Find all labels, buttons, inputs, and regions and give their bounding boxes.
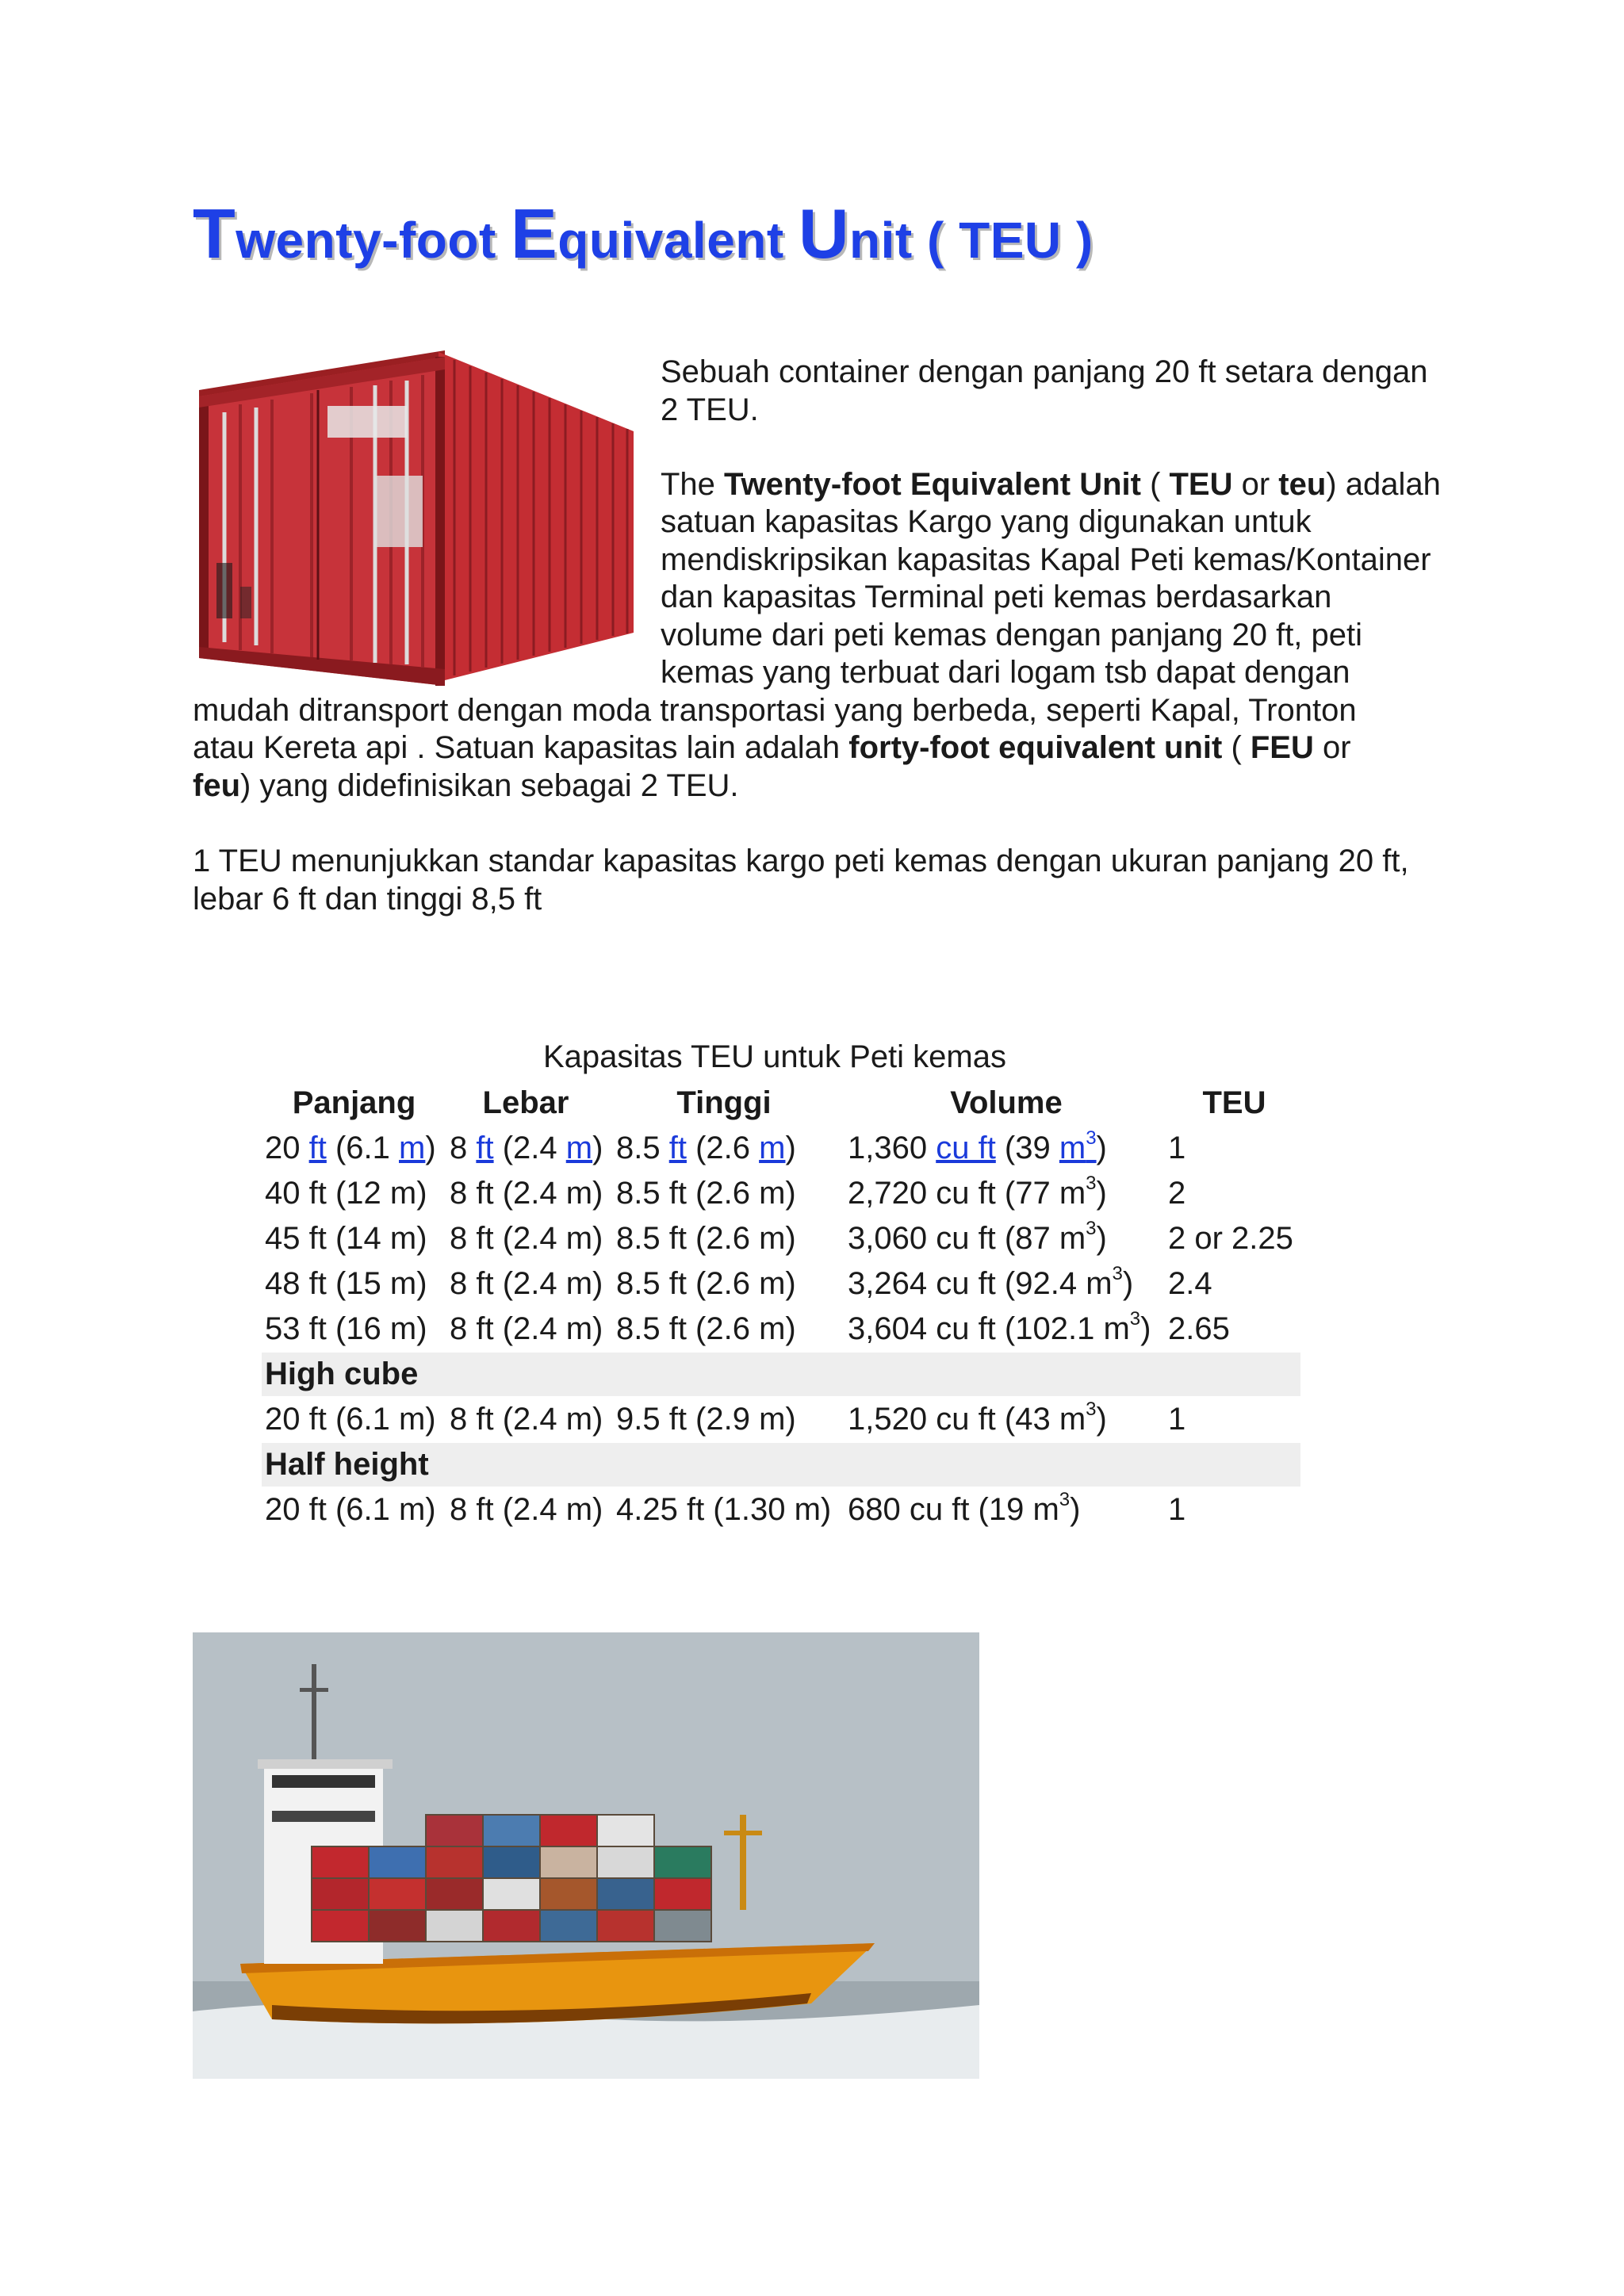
- text: m: [1059, 1131, 1086, 1165]
- cell-teu: 2: [1168, 1176, 1186, 1211]
- text: ) yang didefinisikan sebagai 2 TEU.: [240, 768, 739, 803]
- text: ): [1140, 1311, 1151, 1346]
- cell-volume: [848, 1127, 1107, 1170]
- cell-volume: [848, 1262, 1133, 1306]
- cell-teu: 2 or 2.25: [1168, 1221, 1293, 1256]
- cell-panjang: 20 ft (6.1 m): [265, 1402, 436, 1437]
- cell-volume: [848, 1398, 1107, 1441]
- cell-panjang: 53 ft (16 m): [265, 1311, 427, 1346]
- text: 680 cu ft (19 m: [848, 1492, 1059, 1527]
- cell-panjang: 20 ft (6.1 m): [265, 1492, 436, 1527]
- metre-link[interactable]: m: [759, 1131, 786, 1165]
- text: 8: [450, 1131, 477, 1165]
- cell-lebar: 8 ft (2.4 m): [450, 1311, 603, 1346]
- text: 1,520 cu ft (43 m: [848, 1402, 1086, 1437]
- definition-line-6: kemas yang terbuat dari logam tsb dapat dengan: [661, 655, 1350, 690]
- text: or: [1232, 467, 1279, 502]
- cell-lebar: 8 ft (2.4 m): [450, 1176, 603, 1211]
- cell-tinggi: [616, 1127, 796, 1170]
- term-feu: FEU: [1250, 730, 1314, 765]
- table-row: [262, 1217, 1300, 1261]
- cell-panjang: [265, 1127, 436, 1170]
- definition-line-7: mudah ditransport dengan moda transportasi yang berbeda, seperti Kapal, Tronton: [193, 693, 1357, 728]
- column-header-teu: TEU: [1202, 1085, 1266, 1120]
- text: ): [1096, 1402, 1107, 1437]
- text: (: [1140, 467, 1170, 502]
- foot-link[interactable]: ft: [308, 1131, 327, 1165]
- foot-link[interactable]: ft: [668, 1131, 687, 1165]
- table-caption: Kapasitas TEU untuk Peti kemas: [543, 1039, 1006, 1074]
- text: 3,060 cu ft (87 m: [848, 1221, 1086, 1256]
- definition-line-4: dan kapasitas Terminal peti kemas berdasarkan: [661, 580, 1332, 614]
- column-header-volume: Volume: [950, 1085, 1063, 1120]
- column-header-lebar: Lebar: [482, 1085, 569, 1120]
- text: The: [661, 467, 725, 502]
- cell-lebar: 8 ft (2.4 m): [450, 1492, 603, 1527]
- cell-teu: 1: [1168, 1131, 1186, 1165]
- section-label: High cube: [265, 1357, 419, 1391]
- standard-line: lebar 6 ft dan tinggi 8,5 ft: [193, 881, 542, 916]
- text: 3,264 cu ft (92.4 m: [848, 1266, 1113, 1301]
- text: atau Kereta api . Satuan kapasitas lain adalah: [193, 730, 849, 765]
- title-initial-t: T: [193, 194, 236, 273]
- exponent: 3: [1086, 1399, 1097, 1420]
- term-feu-lower: feu: [193, 768, 240, 803]
- text: ) adalah: [1326, 467, 1441, 502]
- cell-tinggi: 8.5 ft (2.6 m): [616, 1176, 796, 1211]
- text: ): [785, 1131, 796, 1165]
- standard-paragraph: [193, 843, 1477, 918]
- cell-tinggi: 4.25 ft (1.30 m): [616, 1492, 832, 1527]
- text: 3,604 cu ft (102.1 m: [848, 1311, 1130, 1346]
- container-ship-image: [193, 1632, 979, 2079]
- exponent: 3: [1059, 1489, 1071, 1510]
- title-part: quivalent: [557, 212, 799, 269]
- cell-tinggi: 8.5 ft (2.6 m): [616, 1311, 796, 1346]
- text: ): [1122, 1266, 1134, 1301]
- text: ): [1096, 1131, 1107, 1165]
- exponent: 3: [1112, 1263, 1123, 1284]
- intro-line: Sebuah container dengan panjang 20 ft setara dengan: [661, 354, 1428, 389]
- text: 2,720 cu ft (77 m: [848, 1176, 1086, 1211]
- cell-lebar: 8 ft (2.4 m): [450, 1221, 603, 1256]
- definition-line-2: satuan kapasitas Kargo yang digunakan untuk: [661, 504, 1312, 539]
- section-label: Half height: [265, 1447, 429, 1482]
- exponent: 3: [1086, 1173, 1097, 1194]
- table-row: [262, 1398, 1300, 1441]
- text: ): [1096, 1221, 1107, 1256]
- table-row: [262, 1172, 1300, 1215]
- cell-panjang: 40 ft (12 m): [265, 1176, 427, 1211]
- term-feu-full: forty-foot equivalent unit: [848, 730, 1223, 765]
- definition-line-8: [193, 729, 1477, 767]
- title-part: wenty-foot: [236, 212, 511, 269]
- cell-teu: 1: [1168, 1492, 1186, 1527]
- cell-teu: 2.4: [1168, 1266, 1212, 1301]
- definition-line-3: mendiskripsikan kapasitas Kapal Peti kemas/Kontainer: [661, 542, 1431, 577]
- cell-panjang: 48 ft (15 m): [265, 1266, 427, 1301]
- text: 20: [265, 1131, 309, 1165]
- page-title: [193, 193, 1094, 274]
- text: ): [592, 1131, 603, 1165]
- text: ): [1070, 1492, 1081, 1527]
- cubic-metre-link[interactable]: [1059, 1127, 1097, 1165]
- text: 1,360: [848, 1131, 936, 1165]
- intro-paragraph: [661, 354, 1477, 429]
- definition-line-9: [193, 767, 1477, 806]
- text: (2.6: [686, 1131, 760, 1165]
- cell-volume: [848, 1172, 1107, 1215]
- cell-tinggi: 8.5 ft (2.6 m): [616, 1266, 796, 1301]
- section-row-half-height: [262, 1443, 1300, 1487]
- table-row: [262, 1488, 1300, 1532]
- cell-lebar: [450, 1127, 603, 1170]
- cell-volume: [848, 1488, 1080, 1532]
- cell-teu: 2.65: [1168, 1311, 1230, 1346]
- column-header-panjang: Panjang: [292, 1085, 416, 1120]
- metre-link[interactable]: m: [399, 1131, 426, 1165]
- text: ): [1096, 1176, 1107, 1211]
- standard-line: 1 TEU menunjukkan standar kapasitas kargo peti kemas dengan ukuran panjang 20 ft,: [193, 844, 1409, 878]
- column-header-tinggi: Tinggi: [676, 1085, 772, 1120]
- table-row: [262, 1127, 1300, 1170]
- text: (39: [995, 1131, 1059, 1165]
- exponent: 3: [1129, 1308, 1141, 1330]
- cell-tinggi: 8.5 ft (2.6 m): [616, 1221, 796, 1256]
- cell-tinggi: 9.5 ft (2.9 m): [616, 1402, 796, 1437]
- table-row: [262, 1262, 1300, 1306]
- cell-volume: [848, 1217, 1107, 1261]
- exponent: 3: [1086, 1218, 1097, 1239]
- cell-lebar: 8 ft (2.4 m): [450, 1402, 603, 1437]
- text: 8.5: [616, 1131, 669, 1165]
- metre-link[interactable]: m: [565, 1131, 593, 1165]
- cell-lebar: 8 ft (2.4 m): [450, 1266, 603, 1301]
- term-teu-lower: teu: [1278, 467, 1327, 502]
- cubic-foot-link[interactable]: cu ft: [936, 1131, 996, 1165]
- text: or: [1313, 730, 1351, 765]
- section-row-high-cube: [262, 1353, 1300, 1396]
- title-initial-e: E: [511, 194, 558, 273]
- cell-teu: 1: [1168, 1402, 1186, 1437]
- title-part: nit ( TEU ): [849, 212, 1094, 269]
- term-teu-full: Twenty-foot Equivalent Unit: [724, 467, 1141, 502]
- definition-line-1: [661, 466, 1477, 504]
- shipping-container-image: [193, 349, 638, 686]
- text: (: [1222, 730, 1251, 765]
- table-header-row: [262, 1081, 1300, 1125]
- definition-line-5: volume dari peti kemas dengan panjang 20 ft, peti: [661, 618, 1363, 652]
- foot-link[interactable]: ft: [476, 1131, 494, 1165]
- cell-volume: [848, 1307, 1151, 1351]
- table-row: [262, 1307, 1300, 1351]
- text: ): [425, 1131, 436, 1165]
- cell-panjang: 45 ft (14 m): [265, 1221, 427, 1256]
- exponent: 3: [1086, 1127, 1097, 1149]
- term-teu: TEU: [1169, 467, 1233, 502]
- text: (2.4: [493, 1131, 566, 1165]
- title-initial-u: U: [798, 194, 850, 273]
- text: (6.1: [326, 1131, 399, 1165]
- intro-line: 2 TEU.: [661, 392, 759, 427]
